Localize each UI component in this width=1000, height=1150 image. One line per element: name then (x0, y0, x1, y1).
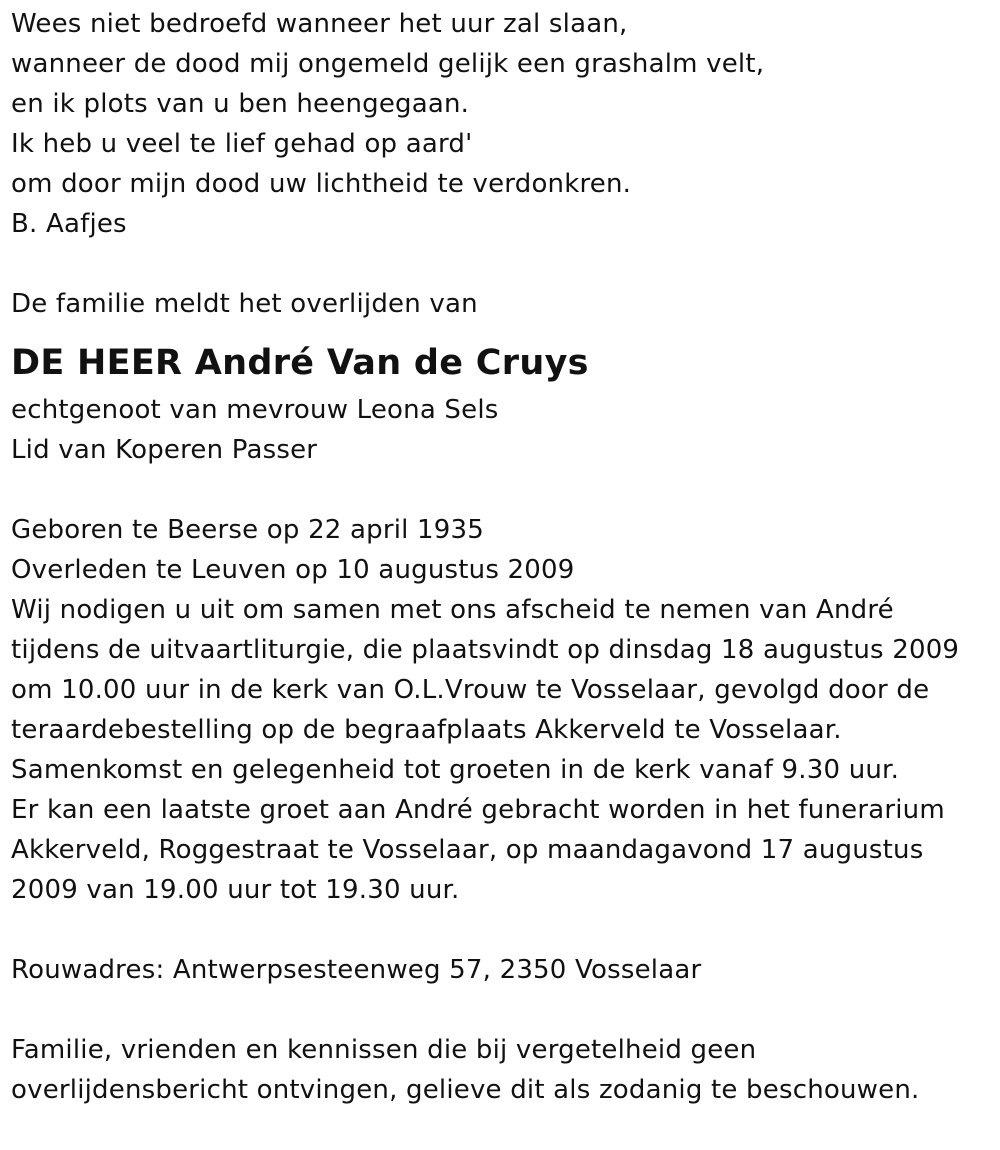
birth-line: Geboren te Beerse op 22 april 1935 (11, 515, 485, 545)
spacer (11, 470, 991, 510)
spacer (11, 910, 991, 950)
poem-line: om door mijn dood uw lichtheid te verdonkren. (11, 169, 632, 199)
ceremony-line: Wij nodigen u uit om samen met ons afscheid te nemen van André (11, 595, 894, 625)
poem-line: wanneer de dood mij ongemeld gelijk een grashalm velt, (11, 49, 765, 79)
closing-line: overlijdensbericht ontvingen, gelieve dit als zodanig te beschouwen. (11, 1075, 920, 1105)
ceremony-line: Er kan een laatste groet aan André gebracht worden in het funerarium (11, 795, 945, 825)
spacer (11, 244, 991, 284)
ceremony-line: 2009 van 19.00 uur tot 19.30 uur. (11, 875, 460, 905)
poem-line: Wees niet bedroefd wanneer het uur zal slaan, (11, 9, 628, 39)
ceremony-line: tijdens de uitvaartliturgie, die plaatsvindt op dinsdag 18 augustus 2009 (11, 635, 960, 665)
membership-line: Lid van Koperen Passer (11, 435, 318, 465)
poem-line: en ik plots van u ben heengegaan. (11, 89, 470, 119)
death-line: Overleden te Leuven op 10 augustus 2009 (11, 555, 575, 585)
mourning-address: Rouwadres: Antwerpsesteenweg 57, 2350 Vosselaar (11, 955, 702, 985)
obituary-notice (11, 0, 991, 1110)
ceremony-line: teraardebestelling op de begraafplaats Akkerveld te Vosselaar. (11, 715, 842, 745)
deceased-name: DE HEER André Van de Cruys (11, 343, 589, 383)
ceremony-line: om 10.00 uur in de kerk van O.L.Vrouw te Vosselaar, gevolgd door de (11, 675, 930, 705)
spacer (11, 990, 991, 1030)
spouse-line: echtgenoot van mevrouw Leona Sels (11, 395, 499, 425)
closing-line: Familie, vrienden en kennissen die bij vergetelheid geen (11, 1035, 757, 1065)
ceremony-line: Samenkomst en gelegenheid tot groeten in de kerk vanaf 9.30 uur. (11, 755, 900, 785)
poem (11, 4, 991, 244)
poem-author: B. Aafjes (11, 209, 127, 239)
details (11, 510, 991, 910)
poem-line: Ik heb u veel te lief gehad op aard' (11, 129, 473, 159)
announcement-intro: De familie meldt het overlijden van (11, 289, 478, 319)
closing-note (11, 1030, 991, 1110)
ceremony-line: Akkerveld, Roggestraat te Vosselaar, op maandagavond 17 augustus (11, 835, 924, 865)
